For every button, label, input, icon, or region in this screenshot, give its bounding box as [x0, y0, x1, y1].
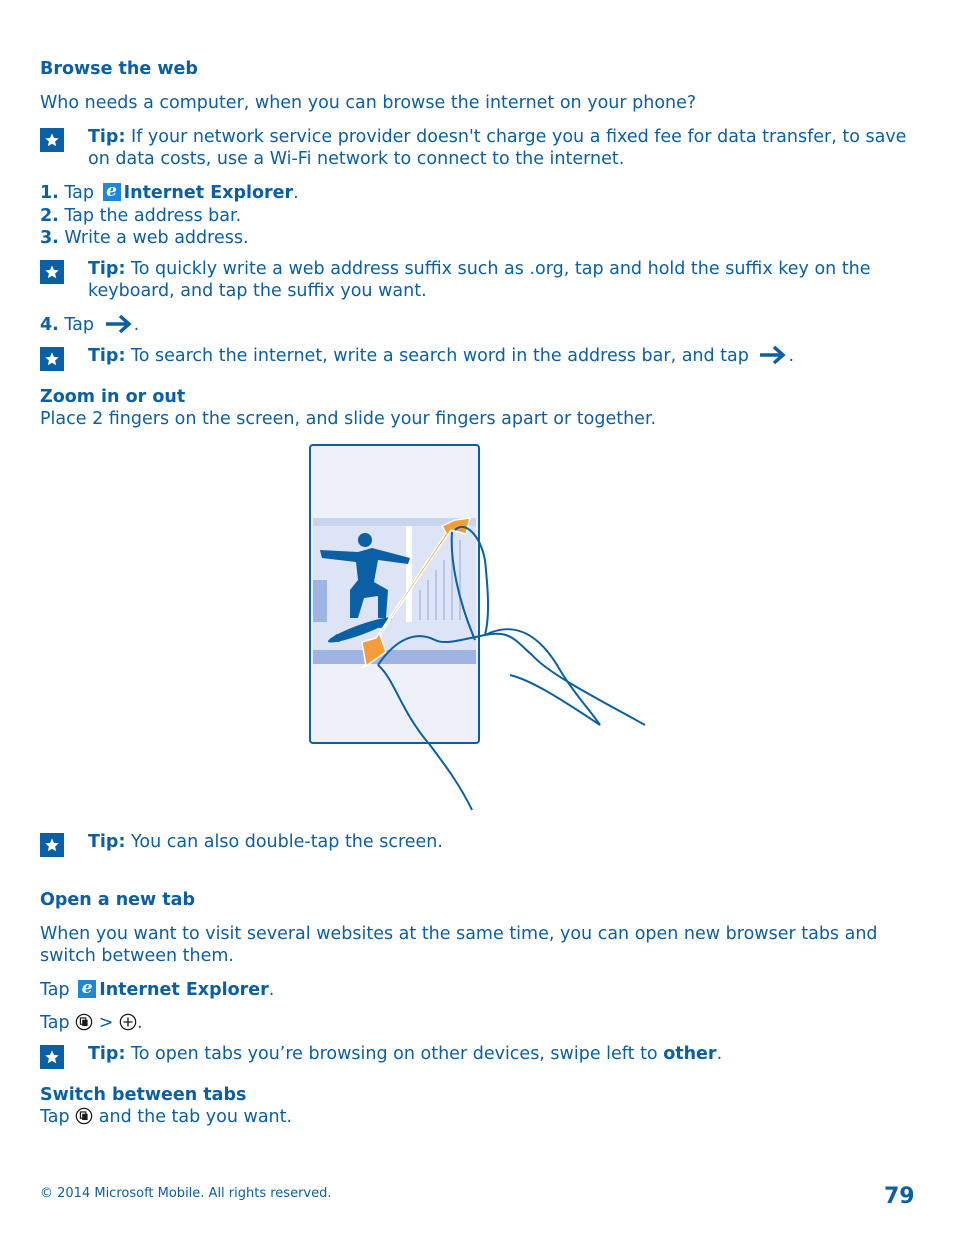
tip-search	[88, 345, 918, 367]
step-text: .	[293, 183, 299, 203]
tip-text: .	[788, 346, 795, 366]
step-3	[40, 227, 249, 249]
tip-text: To quickly write a web address suffix such as .org, tap and hold the suffix key on the keyboard, and tap the suffix you want.	[88, 259, 871, 301]
tabs-icon	[75, 1013, 93, 1031]
section-title-browse: Browse the web	[40, 59, 198, 79]
tip-text: To search the internet, write a search word in the address bar, and tap	[125, 346, 755, 366]
step-text: .	[137, 1013, 143, 1033]
step-text: Tap	[40, 980, 76, 1000]
tip-text: If your network service provider doesn't charge you a fixed fee for data transfer, to save on data costs, use a Wi-Fi network to connect to the internet.	[88, 127, 907, 169]
star-icon	[40, 260, 64, 284]
step-number: 1.	[40, 183, 59, 203]
app-name: Internet Explorer	[99, 980, 269, 1000]
new-tab-text: When you want to visit several websites at the same time, you can open new browser tabs and switch between them.	[40, 924, 878, 966]
tip-label: Tip:	[88, 346, 126, 366]
step-number: 3.	[40, 228, 59, 248]
tip-label: Tip:	[88, 127, 126, 147]
copyright: © 2014 Microsoft Mobile. All rights reserved.	[40, 1186, 332, 1201]
zoom-illustration	[300, 440, 660, 815]
step-text: Tap the address bar.	[58, 206, 242, 226]
star-icon	[40, 833, 64, 857]
switch-tabs-text	[40, 1106, 292, 1128]
step-text: Tap	[58, 183, 100, 203]
section-title-zoom: Zoom in or out	[40, 387, 186, 407]
step-text: Tap	[58, 315, 100, 335]
tip-text: To open tabs you’re browsing on other devices, swipe left to	[125, 1044, 664, 1064]
step-4	[40, 314, 139, 336]
tip-label: Tip:	[88, 832, 126, 852]
tip-text: .	[716, 1044, 723, 1064]
arrow-right-icon	[104, 314, 134, 334]
section-title-switch-tabs: Switch between tabs	[40, 1085, 247, 1105]
star-icon	[40, 347, 64, 371]
tip-bold: other	[663, 1044, 717, 1064]
internet-explorer-icon: e	[78, 980, 96, 998]
tabs-icon	[75, 1107, 93, 1125]
star-icon	[40, 1045, 64, 1069]
step-number: 4.	[40, 315, 59, 335]
tip-network	[88, 126, 918, 170]
new-tab-step-1	[40, 979, 274, 1001]
tip-double-tap	[88, 831, 918, 853]
app-name: Internet Explorer	[123, 183, 294, 203]
step-text: and the tab you want.	[93, 1107, 293, 1127]
step-1	[40, 182, 299, 204]
step-text: >	[93, 1013, 119, 1033]
section-title-new-tab: Open a new tab	[40, 890, 196, 910]
step-text: Tap	[40, 1013, 76, 1033]
step-text: .	[133, 315, 140, 335]
tip-label: Tip:	[88, 259, 126, 279]
internet-explorer-icon: e	[103, 183, 121, 201]
step-number: 2.	[40, 206, 59, 226]
step-text: Write a web address.	[58, 228, 249, 248]
step-text: Tap	[40, 1107, 76, 1127]
tip-suffix	[88, 258, 918, 302]
star-icon	[40, 128, 64, 152]
zoom-text: Place 2 fingers on the screen, and slide your fingers apart or together.	[40, 409, 657, 429]
tip-text: You can also double-tap the screen.	[125, 832, 443, 852]
step-text: .	[268, 980, 275, 1000]
browse-intro: Who needs a computer, when you can browse the internet on your phone?	[40, 93, 697, 113]
tip-other-devices	[88, 1043, 918, 1065]
arrow-right-icon	[758, 345, 788, 365]
step-2	[40, 205, 241, 227]
page-number: 79	[884, 1184, 915, 1209]
new-tab-step-2	[40, 1012, 143, 1034]
plus-circle-icon	[119, 1013, 137, 1031]
tip-label: Tip:	[88, 1044, 126, 1064]
